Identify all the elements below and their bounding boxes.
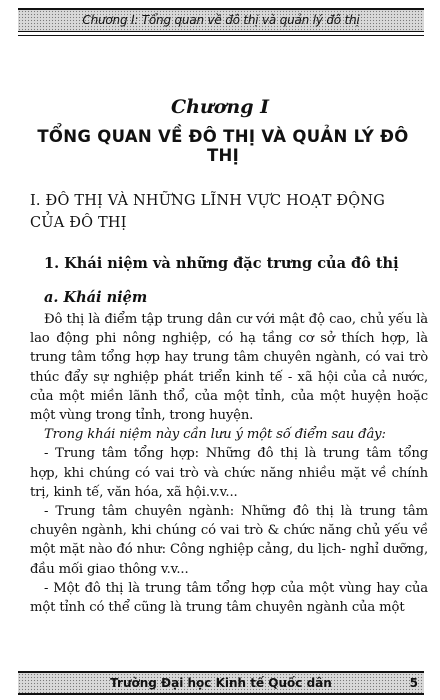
page-number: 5 (409, 676, 418, 690)
footer-publisher: Trường Đại học Kinh tế Quốc dân (110, 676, 332, 690)
running-header (18, 8, 424, 32)
paragraph-specialized-center: - Trung tâm chuyên ngành: Những đô thị là trung tâm chuyên ngành, khi chúng có vai trò & chức năng chủ yếu về một mặt nào đó như: Công nghiệp cảng, du lịch- nghỉ dưỡng, đầu mối giao thông v.v... (30, 504, 429, 577)
section-heading: I. ĐÔ THỊ VÀ NHỮNG LĨNH VỰC HOẠT ĐỘNG CỦA ĐÔ THỊ (30, 193, 386, 231)
paragraph-general-center: - Trung tâm tổng hợp: Những đô thị là trung tâm tổng hợp, khi chúng có vai trò và chức năng nhiều mặt về chính trị, kinh tế, văn hóa, xã hội.v.v... (30, 446, 428, 500)
paragraph-definition: Đô thị là điểm tập trung dân cư với mật độ cao, chủ yếu là lao động phi nông nghiệp, có hạ tầng cơ sở thích hợp, là trung tâm tổng hợp hay trung tâm chuyên ngành, có vai trò thúc đẩy sự nghiệp phát triển kinh tế - xã hội của cả nước, của một miền lãnh thổ, của một tỉnh, của một huyện hoặc một vùng trong tỉnh, trong huyện. (30, 312, 428, 424)
paragraph-combined-center: - Một đô thị là trung tâm tổng hợp của một vùng hay của một tỉnh có thể cũng là trung tâm chuyên ngành của một (30, 580, 428, 616)
chapter-title: TỔNG QUAN VỀ ĐÔ THỊ VÀ QUẢN LÝ ĐÔ THỊ (37, 127, 409, 165)
running-footer (18, 671, 424, 695)
header-rule (18, 35, 424, 36)
chapter-label: Chương I (170, 96, 270, 118)
body-text (30, 310, 428, 617)
paragraph-note: Trong khái niệm này cần lưu ý một số điểm sau đây: (44, 427, 386, 443)
point-heading: a. Khái niệm (44, 289, 148, 306)
subsection-heading: 1. Khái niệm và những đặc trưng của đô thị (44, 255, 399, 272)
running-header-title: Chương I: Tổng quan về đô thị và quản lý đô thị (82, 13, 360, 27)
